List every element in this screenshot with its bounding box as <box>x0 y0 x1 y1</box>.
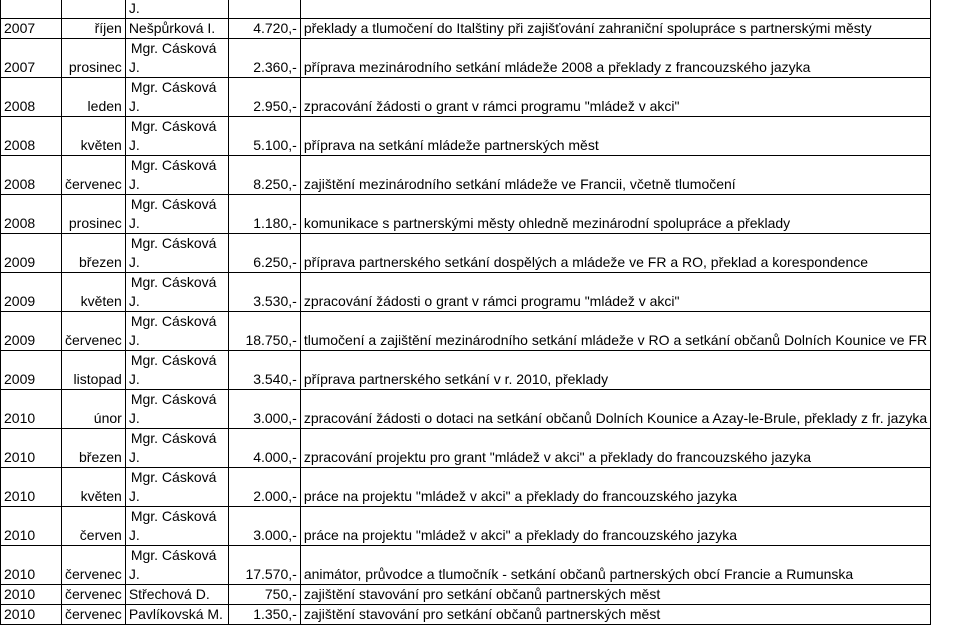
cell-description: zpracování žádosti o grant v rámci programu "mládež v akci" <box>300 78 930 117</box>
cell-month: červenec <box>62 156 126 195</box>
table-row <box>1 546 931 585</box>
name-line: Pavlíkovská M. <box>128 606 223 622</box>
cell-year: 2007 <box>1 19 62 39</box>
cell-description: příprava mezinárodního setkání mládeže 2008 a překlady z francouzského jazyka <box>300 39 930 78</box>
cell-year: 2010 <box>1 546 62 585</box>
cell-amount <box>228 0 300 19</box>
cell-description: zpracování žádosti o dotaci na setkání občanů Dolních Kounice a Azay-le-Brule, překlady z fr. jazyka <box>300 390 930 429</box>
cell-month: červen <box>62 507 126 546</box>
cell-name <box>125 605 228 625</box>
cell-month: leden <box>62 78 126 117</box>
cell-month: červenec <box>62 312 126 351</box>
cell-month: březen <box>62 429 126 468</box>
cell-name <box>125 351 228 390</box>
cell-amount: 2.360,- <box>228 39 300 78</box>
cell-month: červenec <box>62 546 126 585</box>
cell-year <box>1 0 62 19</box>
cell-amount: 18.750,- <box>228 312 300 351</box>
cell-description: práce na projektu "mládež v akci" a překlady do francouzského jazyka <box>300 507 930 546</box>
table-row <box>1 468 931 507</box>
cell-month: únor <box>62 390 126 429</box>
cell-year: 2010 <box>1 585 62 605</box>
cell-name <box>125 0 228 19</box>
name-line: J. <box>128 254 140 270</box>
name-line: J. <box>128 566 140 582</box>
name-line: J. <box>128 98 140 114</box>
cell-name <box>125 78 228 117</box>
cell-name <box>125 312 228 351</box>
name-line: Mgr. Cásková <box>130 469 217 485</box>
name-line: Mgr. Cásková <box>130 196 217 212</box>
table-row <box>1 234 931 273</box>
name-line: Mgr. Cásková <box>130 547 217 563</box>
name-line: Mgr. Cásková <box>130 40 217 56</box>
cell-amount: 1.180,- <box>228 195 300 234</box>
name-line: J. <box>128 527 140 543</box>
cell-name <box>125 39 228 78</box>
table-row-fragment <box>1 0 931 19</box>
cell-description: komunikace s partnerskými městy ohledně mezinárodní spolupráce a překlady <box>300 195 930 234</box>
name-line: J. <box>128 215 140 231</box>
name-line: J. <box>128 176 140 192</box>
cell-amount: 5.100,- <box>228 117 300 156</box>
table-row <box>1 117 931 156</box>
cell-amount: 3.000,- <box>228 507 300 546</box>
cell-name <box>125 429 228 468</box>
cell-year: 2009 <box>1 234 62 273</box>
cell-year: 2008 <box>1 195 62 234</box>
table-row <box>1 78 931 117</box>
cell-amount: 750,- <box>228 585 300 605</box>
cell-description: příprava partnerského setkání dospělých a mládeže ve FR a RO, překlad a korespondence <box>300 234 930 273</box>
cell-year: 2008 <box>1 117 62 156</box>
table-row <box>1 273 931 312</box>
table-row <box>1 429 931 468</box>
cell-description: zajištění stavování pro setkání občanů partnerských měst <box>300 605 930 625</box>
name-line: Mgr. Cásková <box>130 118 217 134</box>
cell-month: květen <box>62 117 126 156</box>
name-fragment: J. <box>128 0 140 16</box>
cell-year: 2010 <box>1 429 62 468</box>
table-body <box>1 0 931 625</box>
table-row <box>1 585 931 605</box>
name-line: J. <box>128 137 140 153</box>
name-line: Mgr. Cásková <box>130 274 217 290</box>
name-line: Mgr. Cásková <box>130 352 217 368</box>
cell-year: 2009 <box>1 312 62 351</box>
table-row <box>1 156 931 195</box>
name-line: J. <box>128 293 140 309</box>
cell-amount: 4.000,- <box>228 429 300 468</box>
cell-description: zpracování žádosti o grant v rámci programu "mládež v akci" <box>300 273 930 312</box>
cell-description: tlumočení a zajištění mezinárodního setkání mládeže v RO a setkání občanů Dolních Kounice ve FR <box>300 312 930 351</box>
table-row <box>1 195 931 234</box>
cell-description: animátor, průvodce a tlumočník - setkání občanů partnerských obcí Francie a Rumunska <box>300 546 930 585</box>
cell-amount: 17.570,- <box>228 546 300 585</box>
cell-month <box>62 0 126 19</box>
name-line: Mgr. Cásková <box>130 235 217 251</box>
cell-month: květen <box>62 468 126 507</box>
name-line: J. <box>128 410 140 426</box>
name-line: Mgr. Cásková <box>130 157 217 173</box>
name-line: Mgr. Cásková <box>130 430 217 446</box>
cell-name <box>125 546 228 585</box>
name-line: J. <box>128 449 140 465</box>
cell-name <box>125 117 228 156</box>
table-row <box>1 605 931 625</box>
name-line: Mgr. Cásková <box>130 79 217 95</box>
cell-amount: 3.540,- <box>228 351 300 390</box>
cell-year: 2010 <box>1 605 62 625</box>
name-line: J. <box>128 371 140 387</box>
cell-year: 2007 <box>1 39 62 78</box>
cell-year: 2008 <box>1 78 62 117</box>
name-line: Nešpůrková I. <box>128 20 216 36</box>
cell-amount: 3.530,- <box>228 273 300 312</box>
cell-description: zpracování projektu pro grant "mládež v akci" a překlady do francouzského jazyka <box>300 429 930 468</box>
cell-amount: 2.000,- <box>228 468 300 507</box>
cell-month: prosinec <box>62 195 126 234</box>
table-row <box>1 312 931 351</box>
cell-name <box>125 507 228 546</box>
table-row <box>1 351 931 390</box>
cell-description: překlady a tlumočení do Italštiny při zajišťování zahraniční spolupráce s partnerskými městy <box>300 19 930 39</box>
cell-name <box>125 468 228 507</box>
cell-month: březen <box>62 234 126 273</box>
cell-name <box>125 234 228 273</box>
table-row <box>1 39 931 78</box>
name-line: Střechová D. <box>128 586 210 602</box>
cell-month: prosinec <box>62 39 126 78</box>
cell-name <box>125 156 228 195</box>
cell-description: příprava na setkání mládeže partnerských měst <box>300 117 930 156</box>
name-line: Mgr. Cásková <box>130 391 217 407</box>
cell-name <box>125 273 228 312</box>
name-line: Mgr. Cásková <box>130 508 217 524</box>
cell-month: listopad <box>62 351 126 390</box>
cell-name <box>125 390 228 429</box>
cell-year: 2009 <box>1 273 62 312</box>
cell-month: červenec <box>62 605 126 625</box>
name-line: Mgr. Cásková <box>130 313 217 329</box>
table-row <box>1 390 931 429</box>
cell-amount: 6.250,- <box>228 234 300 273</box>
cell-month: říjen <box>62 19 126 39</box>
cell-amount: 1.350,- <box>228 605 300 625</box>
name-line: J. <box>128 332 140 348</box>
cell-description: práce na projektu "mládež v akci" a překlady do francouzského jazyka <box>300 468 930 507</box>
cell-amount: 8.250,- <box>228 156 300 195</box>
cell-year: 2010 <box>1 507 62 546</box>
cell-month: květen <box>62 273 126 312</box>
table-row <box>1 19 931 39</box>
cell-year: 2010 <box>1 390 62 429</box>
cell-year: 2009 <box>1 351 62 390</box>
table-row <box>1 507 931 546</box>
cell-name <box>125 585 228 605</box>
cell-description: zajištění mezinárodního setkání mládeže ve Francii, včetně tlumočení <box>300 156 930 195</box>
cell-amount: 4.720,- <box>228 19 300 39</box>
name-line: J. <box>128 488 140 504</box>
cell-description <box>300 0 930 19</box>
cell-month: červenec <box>62 585 126 605</box>
cell-description: zajištění stavování pro setkání občanů partnerských měst <box>300 585 930 605</box>
cell-amount: 3.000,- <box>228 390 300 429</box>
cell-name <box>125 195 228 234</box>
cell-description: příprava partnerského setkání v r. 2010, překlady <box>300 351 930 390</box>
cell-year: 2008 <box>1 156 62 195</box>
cell-amount: 2.950,- <box>228 78 300 117</box>
name-line: J. <box>128 59 140 75</box>
cell-name <box>125 19 228 39</box>
cell-year: 2010 <box>1 468 62 507</box>
